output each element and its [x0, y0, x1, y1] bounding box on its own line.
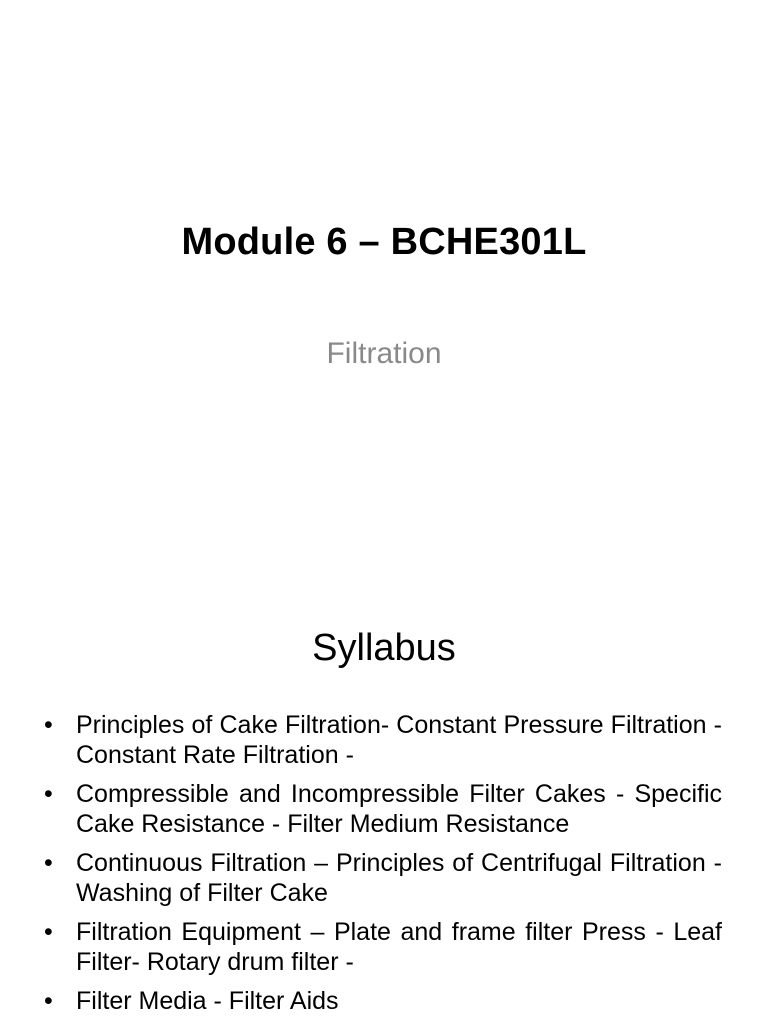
- list-item-text: Filtration Equipment – Plate and frame filter Press - Leaf Filter- Rotary drum filter -: [76, 918, 722, 976]
- syllabus-heading: Syllabus: [312, 627, 456, 669]
- list-item-text: Principles of Cake Filtration- Constant Pressure Filtration - Constant Rate Filtration -: [76, 711, 722, 769]
- list-item-text: Filter Media - Filter Aids: [76, 987, 339, 1015]
- slide-title: Module 6 – BCHE301L: [181, 221, 587, 263]
- bullet-icon: •: [44, 918, 53, 946]
- list-item: [44, 917, 722, 977]
- bullet-icon: •: [44, 711, 53, 739]
- bullet-icon: •: [44, 780, 53, 808]
- slide-subtitle: Filtration: [326, 337, 442, 370]
- list-item-text: Continuous Filtration – Principles of Centrifugal Filtration - Washing of Filter Cake: [76, 849, 722, 907]
- list-item: [44, 848, 722, 908]
- list-item: [44, 986, 722, 1016]
- bullet-icon: •: [44, 849, 53, 877]
- list-item-text: Compressible and Incompressible Filter Cakes - Specific Cake Resistance - Filter Medium Resistance: [76, 780, 722, 838]
- syllabus-slide: [0, 576, 768, 1024]
- list-item: [44, 779, 722, 839]
- bullet-icon: •: [44, 987, 53, 1015]
- list-item: [44, 710, 722, 770]
- syllabus-list: [44, 710, 722, 1024]
